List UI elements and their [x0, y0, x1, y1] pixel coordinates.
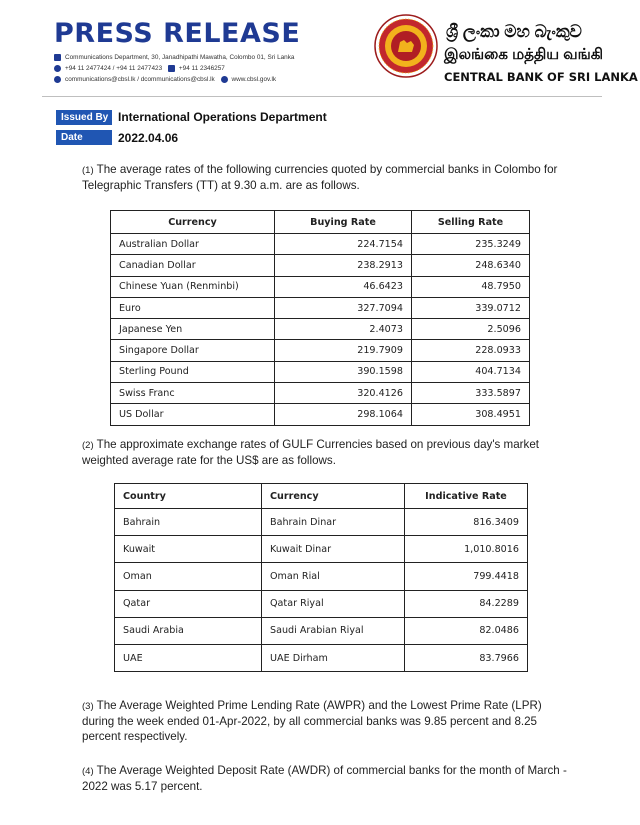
indicative-rate-cell: 799.4418: [405, 563, 528, 590]
column-header: Indicative Rate: [405, 484, 528, 509]
selling-rate-cell: 333.5897: [412, 383, 530, 404]
currency-cell: Bahrain Dinar: [262, 509, 405, 536]
table-row: [111, 255, 530, 276]
currency-cell: Qatar Riyal: [262, 590, 405, 617]
tt-rates-table: [110, 210, 530, 426]
phone-icon: [54, 65, 61, 72]
table-header-row: [111, 211, 530, 234]
column-header: Country: [115, 484, 262, 509]
issued-by-value: International Operations Department: [118, 110, 327, 124]
at-icon: [54, 76, 61, 83]
globe-icon: [221, 76, 228, 83]
central-bank-seal-icon: [374, 14, 438, 78]
website-link[interactable]: www.cbsl.gov.lk: [231, 76, 277, 84]
table-row: [115, 563, 528, 590]
table-row: [115, 644, 528, 671]
date-value: 2022.04.06: [118, 131, 179, 145]
currency-cell: Chinese Yuan (Renminbi): [111, 276, 275, 297]
buying-rate-cell: 238.2913: [275, 255, 412, 276]
column-header: Currency: [262, 484, 405, 509]
table-row: [111, 319, 530, 340]
date-label: Date: [56, 130, 112, 145]
buying-rate-cell: 219.7909: [275, 340, 412, 361]
currency-cell: Singapore Dollar: [111, 340, 275, 361]
phone-line: [54, 65, 225, 73]
indicative-rate-cell: 83.7966: [405, 644, 528, 671]
envelope-icon: [54, 54, 61, 61]
bank-name-tamil: இலங்கை மத்திய வங்கி: [444, 46, 604, 63]
indicative-rate-cell: 82.0486: [405, 617, 528, 644]
email-line: [54, 76, 276, 84]
section-4-body: The Average Weighted Deposit Rate (AWDR) of commercial banks for the month of March - 2022 was 5.17 percent.: [82, 764, 567, 793]
currency-cell: Swiss Franc: [111, 383, 275, 404]
currency-cell: US Dollar: [111, 404, 275, 425]
buying-rate-cell: 390.1598: [275, 361, 412, 382]
buying-rate-cell: 327.7094: [275, 297, 412, 318]
section-2-number: (2): [82, 440, 94, 451]
section-3-number: (3): [82, 701, 94, 712]
address-text: Communications Department, 30, Janadhipathi Mawatha, Colombo 01, Sri Lanka: [65, 54, 295, 62]
selling-rate-cell: 48.7950: [412, 276, 530, 297]
column-header: Selling Rate: [412, 211, 530, 234]
section-2-text: [82, 437, 572, 468]
press-release-header: [0, 0, 640, 100]
section-4-number: (4): [82, 766, 94, 777]
section-3-body: The Average Weighted Prime Lending Rate (AWPR) and the Lowest Prime Rate (LPR) during the week ended 01-Apr-2022, by all commercial banks was 9.85 percent and 8.25 percent respectively.: [82, 699, 542, 743]
fax-icon: [168, 65, 175, 72]
buying-rate-cell: 2.4073: [275, 319, 412, 340]
address-line: [54, 54, 294, 62]
indicative-rate-cell: 1,010.8016: [405, 536, 528, 563]
selling-rate-cell: 308.4951: [412, 404, 530, 425]
gulf-rates-table: [114, 483, 528, 672]
table-row: [111, 234, 530, 255]
currency-cell: Japanese Yen: [111, 319, 275, 340]
currency-cell: Saudi Arabian Riyal: [262, 617, 405, 644]
press-release-title: PRESS RELEASE: [54, 18, 301, 49]
country-cell: Oman: [115, 563, 262, 590]
table-row: [115, 536, 528, 563]
buying-rate-cell: 298.1064: [275, 404, 412, 425]
table-row: [111, 297, 530, 318]
selling-rate-cell: 404.7134: [412, 361, 530, 382]
buying-rate-cell: 46.6423: [275, 276, 412, 297]
country-cell: Saudi Arabia: [115, 617, 262, 644]
currency-cell: Sterling Pound: [111, 361, 275, 382]
buying-rate-cell: 224.7154: [275, 234, 412, 255]
table-row: [115, 617, 528, 644]
selling-rate-cell: 339.0712: [412, 297, 530, 318]
country-cell: Qatar: [115, 590, 262, 617]
selling-rate-cell: 228.0933: [412, 340, 530, 361]
section-1-number: (1): [82, 165, 94, 176]
phone-text: +94 11 2477424 / +94 11 2477423: [65, 65, 163, 73]
fax-text: +94 11 2346257: [178, 65, 225, 73]
column-header: Currency: [111, 211, 275, 234]
country-cell: UAE: [115, 644, 262, 671]
buying-rate-cell: 320.4126: [275, 383, 412, 404]
currency-cell: UAE Dirham: [262, 644, 405, 671]
email-text[interactable]: communications@cbsl.lk / dcommunications@cbsl.lk: [65, 76, 215, 84]
selling-rate-cell: 235.3249: [412, 234, 530, 255]
table-row: [111, 383, 530, 404]
section-2-body: The approximate exchange rates of GULF Currencies based on previous day's market weighted average rate for the US$ are as follows.: [82, 438, 539, 467]
table-row: [111, 340, 530, 361]
column-header: Buying Rate: [275, 211, 412, 234]
currency-cell: Australian Dollar: [111, 234, 275, 255]
bank-name-english: CENTRAL BANK OF SRI LANKA: [444, 70, 638, 84]
currency-cell: Oman Rial: [262, 563, 405, 590]
table-row: [111, 361, 530, 382]
country-cell: Kuwait: [115, 536, 262, 563]
currency-cell: Canadian Dollar: [111, 255, 275, 276]
table-row: [111, 404, 530, 425]
indicative-rate-cell: 816.3409: [405, 509, 528, 536]
country-cell: Bahrain: [115, 509, 262, 536]
section-1-body: The average rates of the following currencies quoted by commercial banks in Colombo for Telegraphic Transfers (TT) at 9.30 a.m. are as follows.: [82, 163, 558, 192]
section-3-text: [82, 698, 572, 744]
table-row: [111, 276, 530, 297]
issued-by-label: Issued By: [56, 110, 112, 125]
selling-rate-cell: 248.6340: [412, 255, 530, 276]
header-divider: [42, 96, 602, 97]
bank-name-sinhala: ශ්‍රී ලංකා මහ බැංකුව: [446, 22, 582, 41]
indicative-rate-cell: 84.2289: [405, 590, 528, 617]
currency-cell: Euro: [111, 297, 275, 318]
currency-cell: Kuwait Dinar: [262, 536, 405, 563]
section-1-text: [82, 162, 572, 193]
table-header-row: [115, 484, 528, 509]
table-row: [115, 590, 528, 617]
table-row: [115, 509, 528, 536]
selling-rate-cell: 2.5096: [412, 319, 530, 340]
section-4-text: [82, 763, 572, 794]
